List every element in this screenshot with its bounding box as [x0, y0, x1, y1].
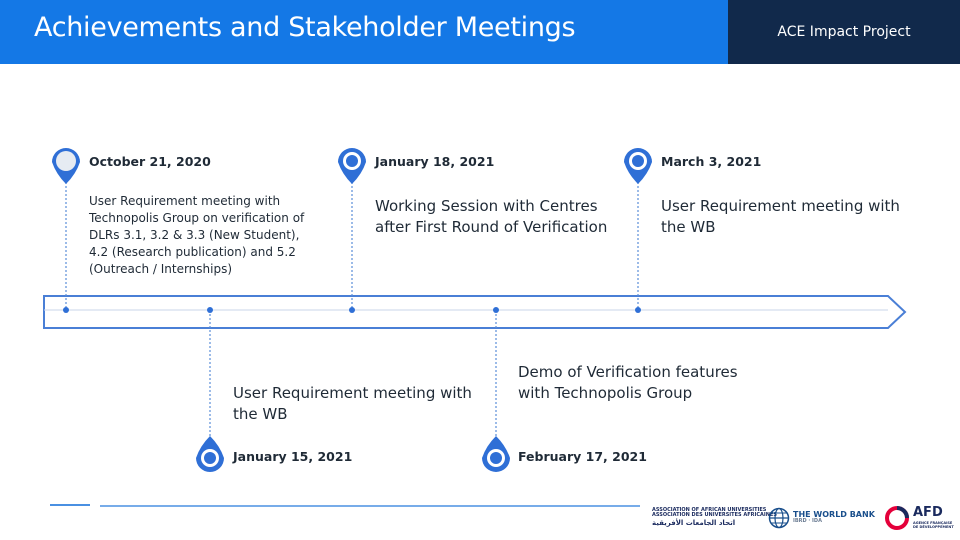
event-description-4: User Requirement meeting with the WB	[233, 384, 472, 424]
world-bank-logo	[768, 495, 880, 540]
partner-logos	[640, 495, 960, 540]
afd-name: AFD	[913, 505, 943, 521]
axis-dot-4	[493, 307, 499, 313]
event-date-3: March 3, 2021	[661, 154, 762, 169]
globe-icon	[768, 507, 790, 529]
project-label-box	[728, 0, 960, 64]
aau-line-1: ASSOCIATION OF AFRICAN UNIVERSITIES	[652, 506, 767, 513]
map-pin-icon-5	[482, 436, 510, 472]
axis-dot-2	[207, 307, 213, 313]
map-pin-icon-3	[624, 148, 652, 184]
event-description-1: User Requirement meeting with Technopolis Group on verification of DLRs 3.1, 3.2 & 3.3 (New Student), 4.2 (Research publication) and 5.2 (Outreach / Internships)	[89, 194, 305, 277]
event-description-5: Demo of Verification features with Technopolis Group	[518, 363, 738, 403]
aau-logo	[648, 495, 777, 540]
world-bank-name: THE WORLD BANK	[793, 510, 875, 520]
event-date-4: January 15, 2021	[233, 449, 353, 464]
afd-ring-icon	[884, 505, 910, 531]
axis-dot-3	[349, 307, 355, 313]
event-description-2: Working Session with Centres after First Round of Verification	[375, 197, 608, 237]
timeline-arrow	[44, 296, 905, 328]
map-pin-icon-4	[196, 436, 224, 472]
aau-line-2: ASSOCIATION DES UNIVERSITES AFRICAINES	[652, 512, 777, 519]
event-date-2: January 18, 2021	[375, 154, 495, 169]
project-label: ACE Impact Project	[777, 24, 911, 40]
afd-subtitle: AGENCE FRANÇAISE DE DÉVELOPPEMENT	[913, 520, 954, 529]
page-title: Achievements and Stakeholder Meetings	[34, 12, 576, 43]
axis-dot-5	[635, 307, 641, 313]
map-pin-icon-2	[338, 148, 366, 184]
event-description-3: User Requirement meeting with the WB	[661, 197, 900, 237]
event-date-5: February 17, 2021	[518, 449, 647, 464]
map-pin-icon-1	[52, 148, 80, 184]
afd-logo	[884, 495, 960, 540]
axis-dot-1	[63, 307, 69, 313]
event-date-1: October 21, 2020	[89, 154, 211, 169]
world-bank-subtitle: IBRD · IDA	[793, 518, 822, 525]
aau-line-3: اتحاد الجامعات الأفريقية	[652, 519, 736, 528]
header-bar	[0, 0, 960, 64]
